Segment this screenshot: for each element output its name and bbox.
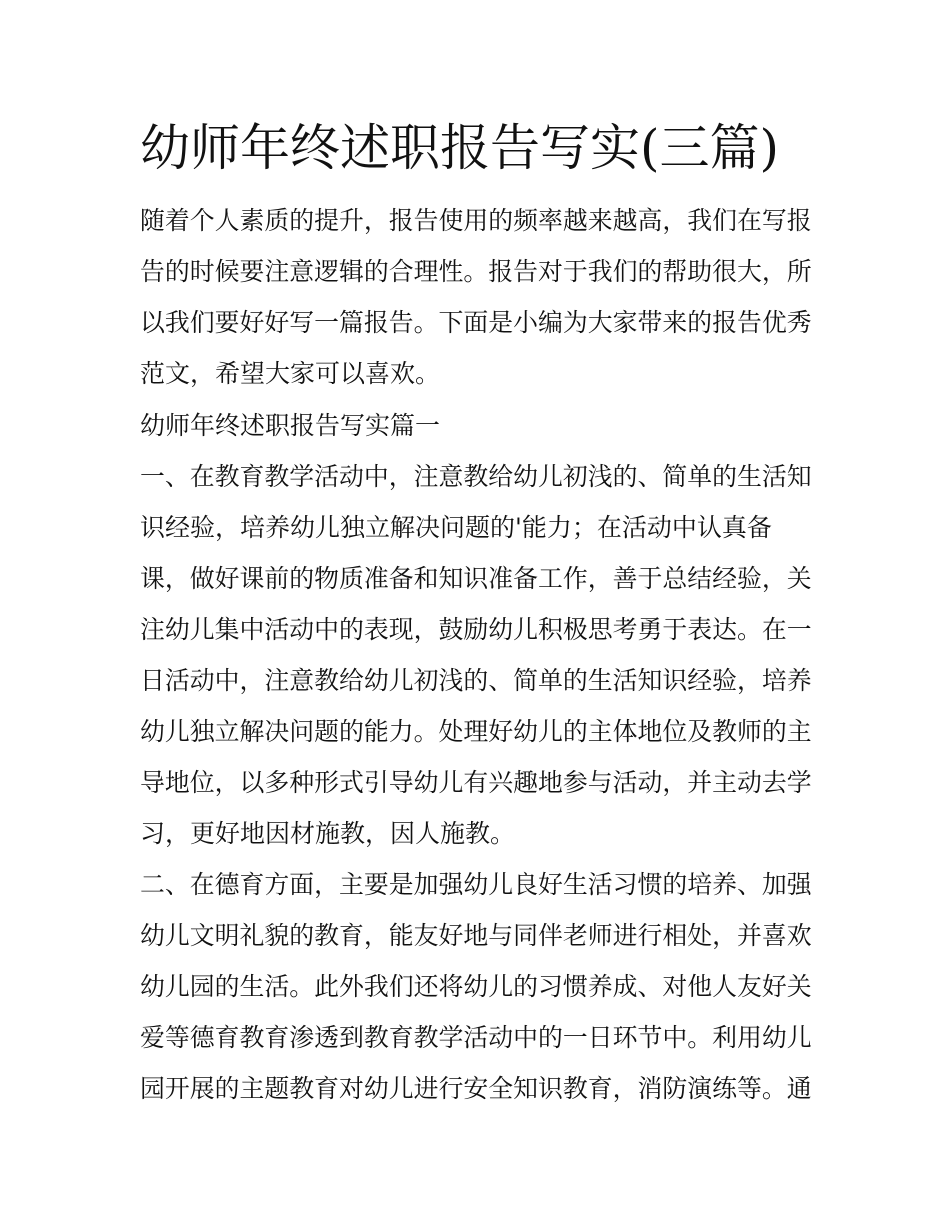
paragraph-line: 课，做好课前的物质准备和知识准备工作，善于总结经验，关 — [140, 564, 812, 593]
paragraph-line: 幼儿园的生活。此外我们还将幼儿的习惯养成、对他人友好关 — [140, 972, 812, 1001]
paragraph-line: 一、在教育教学活动中，注意教给幼儿初浅的、简单的生活知 — [140, 462, 812, 491]
paragraph-line: 爱等德育教育渗透到教育教学活动中的一日环节中。利用幼儿 — [140, 1023, 812, 1052]
paragraph-line: 注幼儿集中活动中的表现，鼓励幼儿积极思考勇于表达。在一 — [140, 615, 812, 644]
paragraph-line: 幼儿独立解决问题的能力。处理好幼儿的主体地位及教师的主 — [140, 717, 812, 746]
section-heading: 幼师年终述职报告写实篇一 — [140, 411, 441, 440]
paragraph-line: 随着个人素质的提升，报告使用的频率越来越高，我们在写报 — [140, 206, 812, 235]
paragraph-line: 幼儿文明礼貌的教育，能友好地与同伴老师进行相处，并喜欢 — [140, 921, 812, 950]
paragraph-line: 日活动中，注意教给幼儿初浅的、简单的生活知识经验，培养 — [140, 666, 812, 695]
paragraph-line: 范文，希望大家可以喜欢。 — [140, 359, 441, 388]
paragraph-line: 园开展的主题教育对幼儿进行安全知识教育，消防演练等。通 — [140, 1074, 812, 1103]
paragraph-line: 识经验，培养幼儿独立解决问题的'能力；在活动中认真备 — [140, 513, 772, 542]
paragraph-line: 以我们要好好写一篇报告。下面是小编为大家带来的报告优秀 — [140, 308, 812, 337]
paragraph-line: 二、在德育方面，主要是加强幼儿良好生活习惯的培养、加强 — [140, 870, 812, 899]
paragraph-line: 告的时候要注意逻辑的合理性。报告对于我们的帮助很大，所 — [140, 257, 812, 286]
page-title: 幼师年终述职报告写实(三篇) — [140, 119, 780, 177]
paragraph-line: 习，更好地因材施教，因人施教。 — [140, 819, 516, 848]
paragraph-line: 导地位，以多种形式引导幼儿有兴趣地参与活动，并主动去学 — [140, 768, 812, 797]
